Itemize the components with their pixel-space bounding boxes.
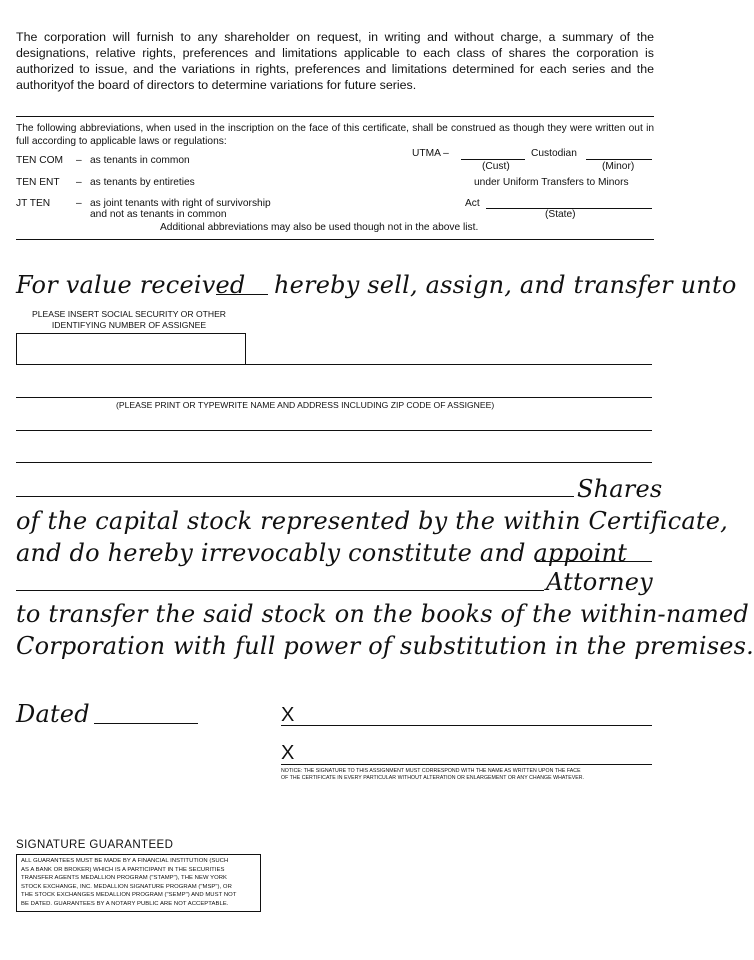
guarantee-line-5: THE STOCK EXCHANGES MEDALLION PROGRAM ("SEMP") AND MUST NOT (21, 892, 237, 899)
jt-ten-dash: – (76, 198, 82, 209)
guarantee-box (16, 854, 261, 912)
transfer-books-text: to transfer the said stock on the books of the within-named (16, 600, 749, 628)
value-blank-line[interactable] (216, 294, 268, 295)
utma-label: UTMA – (412, 148, 449, 159)
jt-ten-code: JT TEN (16, 198, 51, 209)
signature-guaranteed-heading: SIGNATURE GUARANTEED (16, 839, 174, 851)
act-label: Act (465, 198, 480, 209)
cust-line[interactable] (461, 159, 525, 160)
for-value-received: For value received (16, 271, 246, 299)
print-name-label: (PLEASE PRINT OR TYPEWRITE NAME AND ADDRESS INCLUDING ZIP CODE OF ASSIGNEE) (116, 400, 495, 410)
attorney-line[interactable] (16, 590, 544, 591)
state-caption: (State) (545, 209, 576, 220)
signature-x-2: X (281, 742, 295, 764)
signature-x-1: X (281, 704, 295, 726)
shares-label: Shares (577, 475, 663, 503)
ten-com-dash: – (76, 155, 82, 166)
ssn-label-line-2: IDENTIFYING NUMBER OF ASSIGNEE (51, 320, 207, 330)
address-line-1[interactable] (16, 430, 652, 431)
guarantee-line-1: ALL GUARANTEES MUST BE MADE BY A FINANCIAL INSTITUTION (SUCH (21, 858, 229, 864)
notice-line-2: OF THE CERTIFICATE IN EVERY PARTICULAR WITHOUT ALTERATION OR ENLARGEMENT OR ANY CHANGE WHATEVER. (281, 775, 585, 782)
signature-line-2[interactable] (281, 764, 652, 765)
ten-com-code: TEN COM (16, 155, 63, 166)
uniform-transfers-label: under Uniform Transfers to Minors (474, 177, 629, 188)
minor-caption: (Minor) (602, 161, 635, 172)
ssn-input-box[interactable] (16, 333, 246, 365)
shares-line[interactable] (16, 496, 574, 497)
ssn-label-line-1: PLEASE INSERT SOCIAL SECURITY OR OTHER (31, 309, 227, 319)
guarantee-line-3: TRANSFER AGENTS MEDALLION PROGRAM ("STAMP"), THE NEW YORK (21, 875, 228, 882)
attorney-label: Attorney (546, 568, 653, 596)
assignee-line-1[interactable] (246, 364, 652, 365)
attorney-name-line[interactable] (536, 561, 652, 562)
guarantee-line-2: AS A BANK OR BROKER) WHICH IS A PARTICIPANT IN THE SECURITIES (21, 866, 225, 873)
guarantee-line-6: BE DATED. GUARANTEES BY A NOTARY PUBLIC ARE NOT ACCEPTABLE. (21, 900, 229, 907)
divider-top (16, 116, 654, 117)
ten-ent-dash: – (76, 177, 82, 188)
jt-ten-text-2: and not as tenants in common (90, 209, 227, 220)
dated-label: Dated (16, 700, 90, 728)
address-line-2[interactable] (16, 462, 652, 463)
corporation-substitution-text: Corporation with full power of substitution in the premises. (16, 632, 754, 660)
cust-caption: (Cust) (482, 161, 510, 172)
divider-abbrev (16, 239, 654, 240)
abbreviations-heading: The following abbreviations, when used in the inscription on the face of this certificate, shall be construed as though they were written out in full according to applicable laws or regulations: (16, 123, 654, 147)
ten-ent-code: TEN ENT (16, 177, 60, 188)
notice-line-1: NOTICE: THE SIGNATURE TO THIS ASSIGNMENT MUST CORRESPOND WITH THE NAME AS WRITTEN UPON THE FACE (281, 768, 581, 774)
ten-ent-text: as tenants by entireties (90, 177, 195, 188)
constitute-appoint-text: and do hereby irrevocably constitute and appoint (16, 539, 628, 567)
custodian-label: Custodian (531, 148, 577, 159)
signature-line-1[interactable] (281, 725, 652, 726)
minor-line[interactable] (586, 159, 652, 160)
hereby-transfer-text: hereby sell, assign, and transfer unto (274, 271, 737, 299)
capital-stock-text: of the capital stock represented by the within Certificate, (16, 507, 729, 535)
jt-ten-text: as joint tenants with right of survivorship (90, 198, 271, 209)
intro-paragraph: The corporation will furnish to any shareholder on request, in writing and without charge, a summary of the designations, relative rights, preferences and limitations applicable to each class of shares the corporation is authorized to issue, and the variations in rights, preferences and limitations determined for each series and the authorityof the board of directors to determine variations for future series. (16, 30, 654, 92)
guarantee-line-4: STOCK EXCHANGE, INC. MEDALLION SIGNATURE PROGRAM ("MSP"), OR (21, 883, 232, 890)
signature-notice (281, 768, 652, 782)
dated-line[interactable] (94, 723, 198, 724)
ssn-label (16, 309, 242, 331)
assignee-line-2[interactable] (16, 397, 652, 398)
ten-com-text: as tenants in common (90, 155, 190, 166)
additional-abbreviations-note: Additional abbreviations may also be used though not in the above list. (160, 222, 479, 233)
